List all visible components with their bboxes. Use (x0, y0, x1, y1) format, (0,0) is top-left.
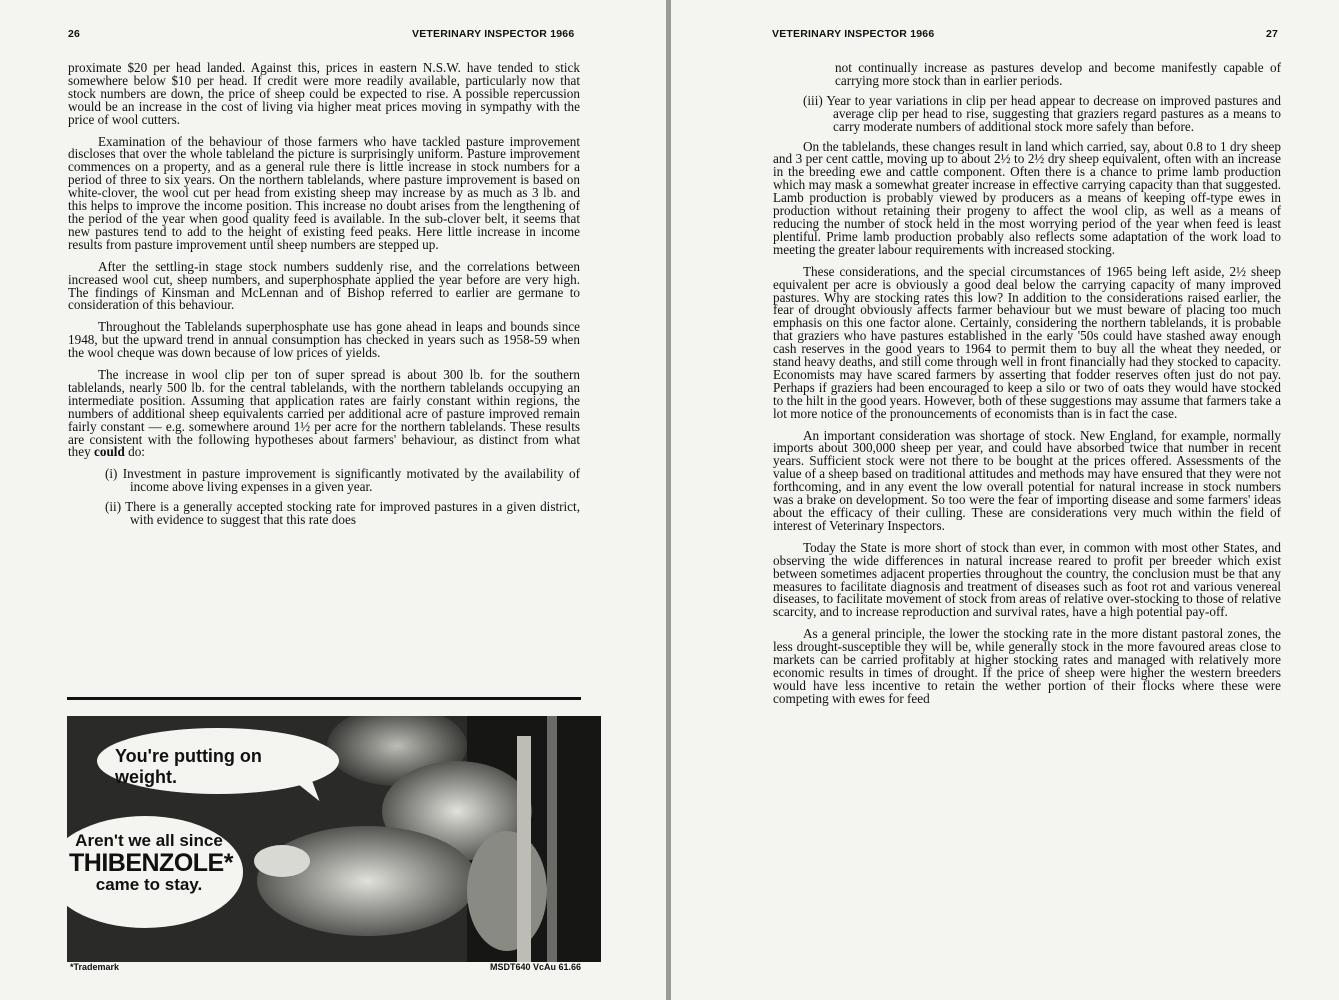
ad-slogan-line: came to stay. (95, 875, 203, 894)
page-number: 27 (1266, 28, 1279, 40)
right-body (773, 62, 1281, 715)
paragraph: As a general principle, the lower the stocking rate in the more distant pastoral zones, the less drought-susceptible they will be, while generally stock in the more favoured areas close to markets can be carried profitably at higher stocking rates and managed with relatively more economic results in times of drought. If the price of sheep were higher the western breeders would have less incentive to retain the wether portion of their flocks where these were competing with ewes for feed (773, 626, 1281, 706)
paragraph: After the settling-in stage stock numbers suddenly rise, and the correlations between increased wool cut, sheep numbers, and superphosphate applied the year before are very high. The findings of Kinsman and McLennan and of Bishop referred to earlier are germane to consideration of this behaviour. (68, 258, 580, 313)
page-number: 26 (68, 28, 81, 40)
ad-slogan-line: Aren't we all since (75, 831, 223, 850)
paragraph-text: do: (124, 444, 145, 460)
divider-rule (67, 697, 581, 700)
running-head: VETERINARY INSPECTOR 1966 (412, 28, 575, 40)
paragraph: Throughout the Tablelands superphosphate use has gone ahead in leaps and bounds since 1948, but the upward trend in annual consumption has checked in years such as 1958-59 when the wool cheque was down because of low prices of yields. (68, 319, 580, 361)
right-page (671, 0, 1339, 1000)
paragraph: These considerations, and the special circumstances of 1965 being left aside, 2½ sheep equivalent per acre is obviously a good deal below the carrying capacity of many improved pastures. Why are stocking rates this low? In addition to the considerations raised earlier, the fear of drought obviously affects farmer behaviour but we must beware of placing too much emphasis on this one factor alone. Certainly, considering the northern tablelands, it is probable that graziers who have pastures established in the early '50s could have stashed away enough cash reserves in the good years to 1964 to permit them to buy all the wheat they needed, or stand heavy deaths, and still come through well in front financially had they stocked to capacity. Economists may have scared farmers by asserting that fodder reserves often just do not pay. Perhaps if graziers had been encouraged to keep a silo or two of oats they would have stocked to the hilt in the good years. However, both of these suggestions may assume that farmers take a lot more notice of the pronouncements of economists than is in fact the case. (773, 263, 1281, 421)
paragraph: An important consideration was shortage of stock. New England, for example, normally imports about 300,000 sheep per year, and could have absorbed twice that number in recent years. Sufficient stock were not there to be bought at the prices offered. Assessments of the value of a sheep based on traditional attitudes and methods may have ensured that they were not forthcoming, and in any event the low overall potential for natural increase in stock numbers was a brake on development. So too were the fear of importing disease and some farmers' ideas about the efficacy of their culling. These are considerations very much within the field of interest of Veterinary Inspectors. (773, 427, 1281, 533)
bold-word: could (94, 444, 125, 460)
paragraph-text: The increase in wool clip per ton of super spread is about 300 lb. for the southern tablelands, nearly 500 lb. for the central tablelands, with the northern tablelands occupying an intermediate position. Assuming that application rates are fairly constant within regions, the numbers of additional sheep equivalents carried per additional acre of pasture improved remain fairly constant — e.g. somewhere around 1½ per acre for the northern tablelands. These results are consistent with the following hypotheses about farmers' behaviour, as distinct from what they (68, 367, 580, 460)
running-head: VETERINARY INSPECTOR 1966 (772, 28, 935, 40)
advertisement-image (67, 716, 601, 962)
paragraph: Today the State is more short of stock than ever, in common with most other States, and observing the wide differences in natural increase reared to profit per breeder which exist between sometimes adjacent properties throughout the country, the conclusion must be that any measures to facilitate diagnosis and treatment of diseases such as foot rot and various venereal diseases, to facilitate movement of stock from areas of relative over-stocking to those of relative scarcity, and to increase reproduction and survival rates, have a high potential pay-off. (773, 539, 1281, 620)
paragraph: Examination of the behaviour of those farmers who have tackled pasture improvement discloses that over the whole tableland the picture is surprisingly uniform. Pasture improvement commences on a property, and as a general rule there is little increase in stock numbers for a period of three to six years. On the northern tablelands, where pasture improvement is based on white-clover, the wool cut per head from existing sheep may increase by as much as 3 lb. and this helps to improve the income position. This increase no doubt arises from the lengthening of the period of the year when good quality feed is available. In the sub-clover belt, it seems that new pastures tend to add to the height of existing feed peaks. Here little increase in income results from pasture improvement until sheep numbers are stepped up. (68, 133, 580, 252)
list-item: (i) Investment in pasture improvement is significantly motivated by the availability of income above living expenses in a given year. (105, 466, 580, 495)
trademark-note: *Trademark (70, 962, 120, 972)
ad-brand: THIBENZOLE* (69, 849, 233, 877)
left-page (0, 0, 668, 1000)
left-body (68, 62, 580, 534)
ad-code: MSDT640 VcAu 61.66 (490, 962, 582, 972)
paragraph: proximate $20 per head landed. Against this, prices in eastern N.S.W. have tended to stick somewhere below $10 per head. If credit were more readily available, particularly now that stock numbers are down, the price of sheep could be expected to rise. A possible repercussion would be an increase in the cost of living via higher meat prices moving in sympathy with the price of wool cutters. (68, 60, 580, 127)
ad-headline: You're putting on weight. (115, 746, 262, 787)
list-item-continuation: not continually increase as pastures develop and become manifestly capable of carrying more stock than in earlier periods. (835, 60, 1281, 88)
list-item: (ii) There is a generally accepted stocking rate for improved pastures in a given district, with evidence to suggest that this rate does (105, 499, 580, 528)
paragraph (68, 369, 580, 459)
paragraph: On the tablelands, these changes result in land which carried, say, about 0.8 to 1 dry sheep and 3 per cent cattle, moving up to about 2½ to 2½ dry sheep equivalent, often with an increase in the breeding ewe and cattle component. Often there is a chance to prime lamb production which may mask a somewhat greater increase in effective carrying capacity than that suggested. Lamb production is probably viewed by producers as a means of keeping off-type ewes in production without retaining their progeny to affect the wool clip, as well as a means of reducing the number of stock held in the most worrying period of the year when feed is least plentiful. Prime lamb production probably also reflects some adaptation of the work load to meeting the greater labour requirements with increased stocking. (773, 138, 1281, 257)
ad-slogan (69, 830, 233, 896)
list-item: (iii) Year to year variations in clip per head appear to decrease on improved pastures and average clip per head to rise, suggesting that graziers regard pastures as a means to carry moderate numbers of additional stock more safely than before. (803, 92, 1281, 134)
